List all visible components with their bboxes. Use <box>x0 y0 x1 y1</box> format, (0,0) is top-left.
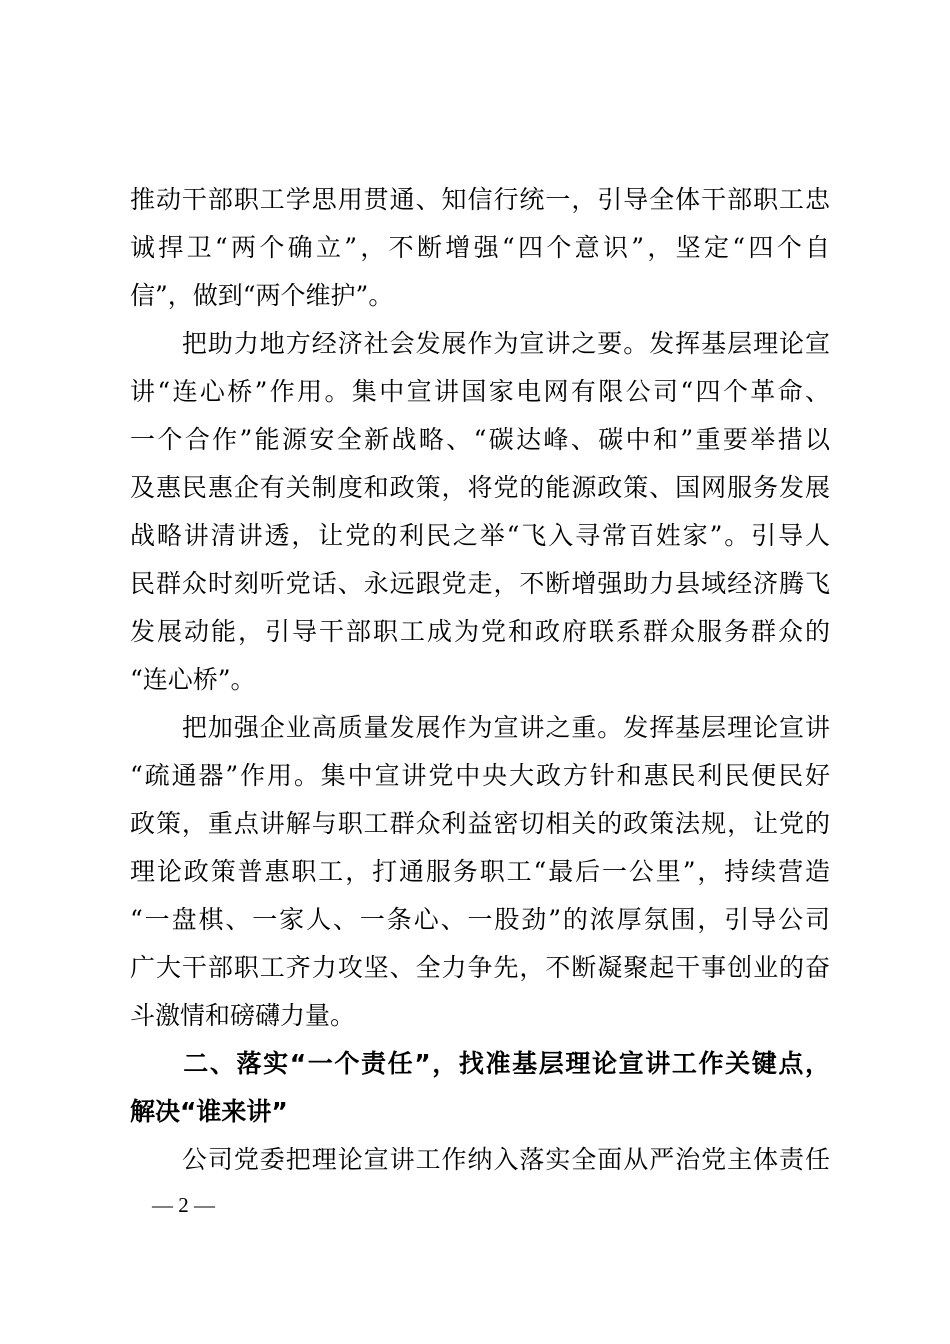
body-text-line: “一盘棋、一家人、一条心、一股劲”的浓厚氛围，引导公司 <box>130 905 830 934</box>
body-text-line: 发展动能，引导干部职工成为党和政府联系群众服务群众的 <box>130 617 830 646</box>
body-text-line: 理论政策普惠职工，打通服务职工“最后一公里”，持续营造 <box>130 857 830 886</box>
body-text-line: 把加强企业高质量发展作为宣讲之重。发挥基层理论宣讲 <box>130 713 830 742</box>
section-heading-line: 解决“谁来讲” <box>130 1097 288 1126</box>
body-text-line: 战略讲清讲透，让党的利民之举“飞入寻常百姓家”。引导人 <box>130 521 830 550</box>
body-text-line: 及惠民惠企有关制度和政策，将党的能源政策、国网服务发展 <box>130 473 830 502</box>
page-number: — 2 — <box>152 1193 215 1217</box>
body-text-line: 诚捍卫“两个确立”，不断增强“四个意识”，坚定“四个自 <box>130 233 830 262</box>
section-heading-line: 二、落实“一个责任”，找准基层理论宣讲工作关键点， <box>130 1049 830 1078</box>
body-text-line: 斗激情和磅礴力量。 <box>130 1001 356 1030</box>
body-text-line: 讲“连心桥”作用。集中宣讲国家电网有限公司“四个革命、 <box>130 377 830 406</box>
body-text-line: 信”，做到“两个维护”。 <box>130 281 394 310</box>
body-text-line: 政策，重点讲解与职工群众利益密切相关的政策法规，让党的 <box>130 809 830 838</box>
body-text-line: 推动干部职工学思用贯通、知信行统一，引导全体干部职工忠 <box>130 185 830 214</box>
body-text-line: 广大干部职工齐力攻坚、全力争先，不断凝聚起干事创业的奋 <box>130 953 830 982</box>
body-text-line: “疏通器”作用。集中宣讲党中央大政方针和惠民利民便民好 <box>130 761 830 790</box>
body-text-line: 把助力地方经济社会发展作为宣讲之要。发挥基层理论宣 <box>130 329 830 358</box>
body-text-line: 民群众时刻听党话、永远跟党走，不断增强助力县域经济腾飞 <box>130 569 830 598</box>
body-text-line: “连心桥”。 <box>130 665 256 694</box>
body-text-line: 一个合作”能源安全新战略、“碳达峰、碳中和”重要举措以 <box>130 425 830 454</box>
body-text-line: 公司党委把理论宣讲工作纳入落实全面从严治党主体责任 <box>130 1145 830 1174</box>
